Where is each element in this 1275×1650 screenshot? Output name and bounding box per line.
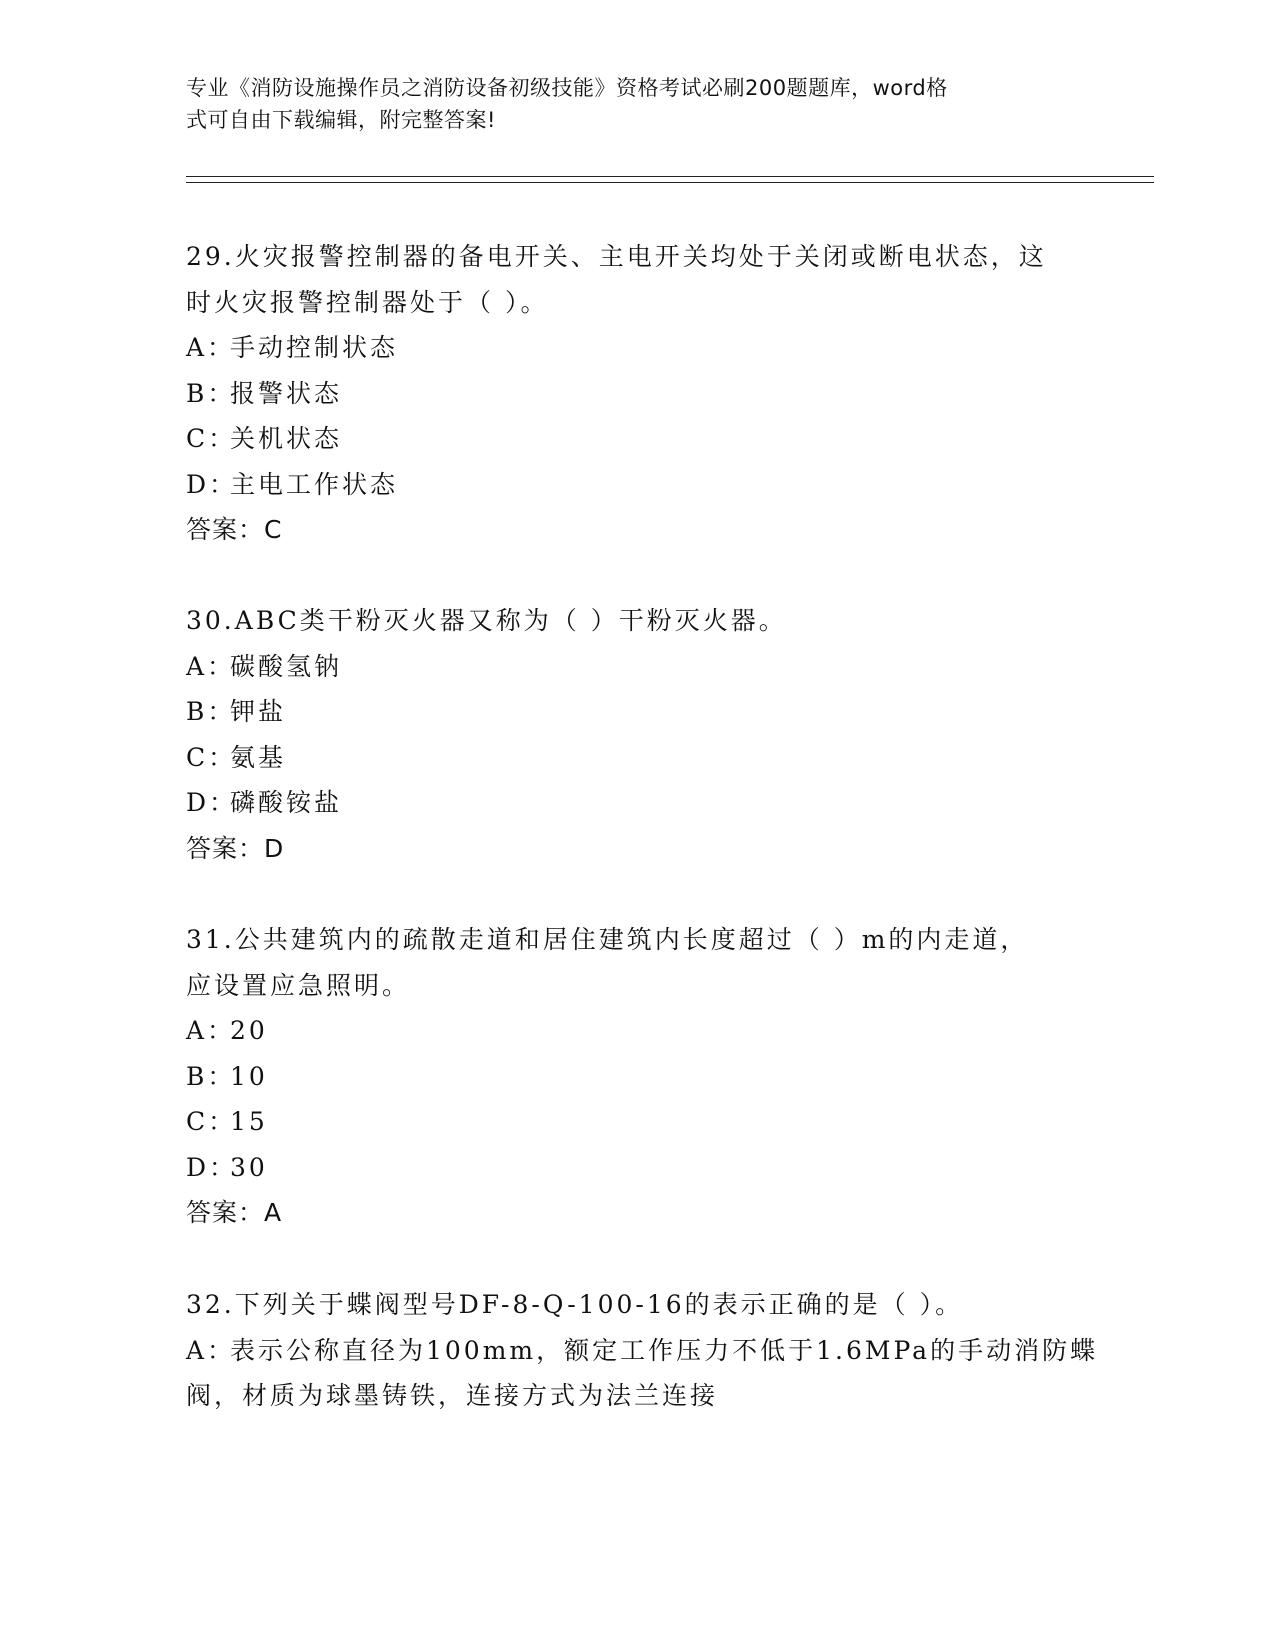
header-line-2: 式可自由下载编辑，附完整答案!	[186, 108, 496, 132]
option-text: 20	[230, 1016, 268, 1045]
option-text: 10	[230, 1061, 268, 1091]
question-stem-line: 应设置应急照明。	[186, 970, 411, 1000]
question-29	[186, 234, 1086, 553]
option-c	[186, 735, 1086, 781]
option-label: B：	[186, 378, 236, 408]
option-c	[186, 416, 1086, 462]
option-label: A：	[186, 651, 236, 681]
option-label: A：	[186, 333, 236, 362]
option-a	[186, 1008, 1086, 1054]
option-d	[186, 462, 1086, 508]
option-a	[186, 325, 1086, 371]
option-b	[186, 689, 1086, 735]
answer-line: 答案：A	[186, 1198, 283, 1227]
option-label: C：	[186, 1107, 237, 1136]
option-a	[186, 1328, 1099, 1374]
option-label: C：	[186, 424, 237, 453]
option-text: 磷酸铵盐	[230, 788, 343, 817]
option-c	[186, 1099, 1086, 1145]
option-text: 30	[230, 1152, 268, 1182]
option-text: 15	[230, 1107, 268, 1136]
question-31	[186, 917, 1086, 1236]
option-d	[186, 1145, 1086, 1191]
question-stem-line: 30.ABC类干粉灭火器又称为（ ）干粉灭火器。	[186, 606, 787, 635]
option-label: A：	[186, 1335, 236, 1365]
option-text: 碳酸氢钠	[230, 651, 343, 681]
option-label: A：	[186, 1016, 236, 1045]
option-label: D：	[186, 788, 238, 817]
option-text-continuation: 阀，材质为球墨铸铁，连接方式为法兰连接	[186, 1381, 719, 1410]
question-stem-line: 32.下列关于蝶阀型号DF-8-Q-100-16的表示正确的是（ ）。	[186, 1290, 964, 1319]
question-30	[186, 598, 1086, 871]
header-line-1: 专业《消防设施操作员之消防设备初级技能》资格考试必刷200题题库，word格	[186, 76, 948, 100]
option-label: D：	[186, 1152, 238, 1182]
option-label: C：	[186, 742, 237, 772]
option-label: D：	[186, 469, 238, 499]
option-text: 氨基	[230, 742, 287, 772]
question-32	[186, 1282, 1099, 1419]
answer-line: 答案：C	[186, 515, 283, 544]
header-divider-bottom	[186, 182, 1154, 183]
answer-line: 答案：D	[186, 833, 285, 863]
option-label: B：	[186, 697, 236, 726]
option-label: B：	[186, 1061, 236, 1091]
option-b	[186, 1054, 1086, 1100]
option-text: 手动控制状态	[230, 333, 399, 362]
option-a	[186, 644, 1086, 690]
question-stem-line: 时火灾报警控制器处于（ ）。	[186, 287, 549, 317]
option-b	[186, 371, 1086, 417]
option-text: 表示公称直径为100mm，额定工作压力不低于1.6MPa的手动消防蝶	[230, 1335, 1099, 1365]
option-text: 报警状态	[230, 378, 343, 408]
option-d	[186, 780, 1086, 826]
question-stem-line: 29.火灾报警控制器的备电开关、主电开关均处于关闭或断电状态，这	[186, 242, 1047, 271]
document-header	[186, 72, 1066, 136]
option-text: 主电工作状态	[230, 469, 399, 499]
question-stem-line: 31.公共建筑内的疏散走道和居住建筑内长度超过（ ）m的内走道，	[186, 925, 1029, 954]
option-text: 关机状态	[230, 424, 343, 453]
header-divider-top	[186, 176, 1154, 177]
option-text: 钾盐	[230, 697, 287, 726]
